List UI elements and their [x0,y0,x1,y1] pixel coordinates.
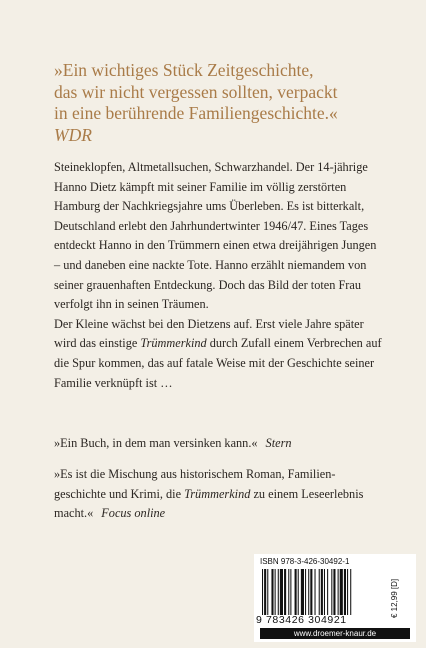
headline-line: »Ein wichtiges Stück Zeitgeschichte, [54,60,314,80]
book-title: Trümmerkind [140,336,207,351]
quote-text: »Es ist die Mischung aus historischem Roman, Familien-geschichte und Krimi, die [54,467,336,501]
publisher-url: www.droemer-knaur.de [260,628,410,639]
headline-quote [54,60,394,146]
headline-source: WDR [54,124,92,145]
quote-text: »Ein Buch, in dem man versinken kann.« [54,436,258,450]
barcode-block [254,554,416,642]
blurb-paragraph-1: Steineklopfen, Altmetallsuchen, Schwarzhandel. Der 14-jährige Hanno Dietz kämpft mit seiner Familie im völlig zerstörten Hamburg der Nachkriegsjahre ums Überleben. Es ist bitterkalt, Deutschland erlebt den Jahrhundertwinter 1946/47. Eines Tages entdeckt Hanno in den Trümmern einen etwa dreijährigen Jungen – und daneben eine nackte Tote. Hanno erzählt niemandem von seiner grauenhaften Entdeckung. Doch das Bild der toten Frau verfolgt ihn in seinen Träumen. [54,160,377,312]
blurb [54,158,384,393]
quote-source: Focus online [101,506,166,521]
headline-line: das wir nicht vergessen sollten, verpackt [54,81,338,102]
barcode-digits: 9 783426 304921 [256,614,347,626]
quote-source: Stern [265,436,292,450]
book-title: Trümmerkind [184,486,251,501]
review-quote-focus: »Es ist die Mischung aus historischem Roman, Familien-geschichte und Krimi, die Trümmerkind zu einem Leseerlebnis macht.« Focus online [54,467,364,521]
isbn-label: ISBN 978-3-426-30492-1 [260,557,350,566]
review-quote-stern [54,434,384,454]
headline-line: in eine berührende Familiengeschichte.« [54,103,338,123]
blurb-paragraph-2: Der Kleine wächst bei den Dietzens auf. Erst viele Jahre später wird das einstige Trümmerkind durch Zufall einem Verbrechen auf die Spur kommen, das auf fatale Weise mit der Geschichte seiner Familie verknüpft ist … [54,316,382,390]
price-label: € 12,99 [D] [390,578,399,618]
barcode-icon [260,569,384,615]
